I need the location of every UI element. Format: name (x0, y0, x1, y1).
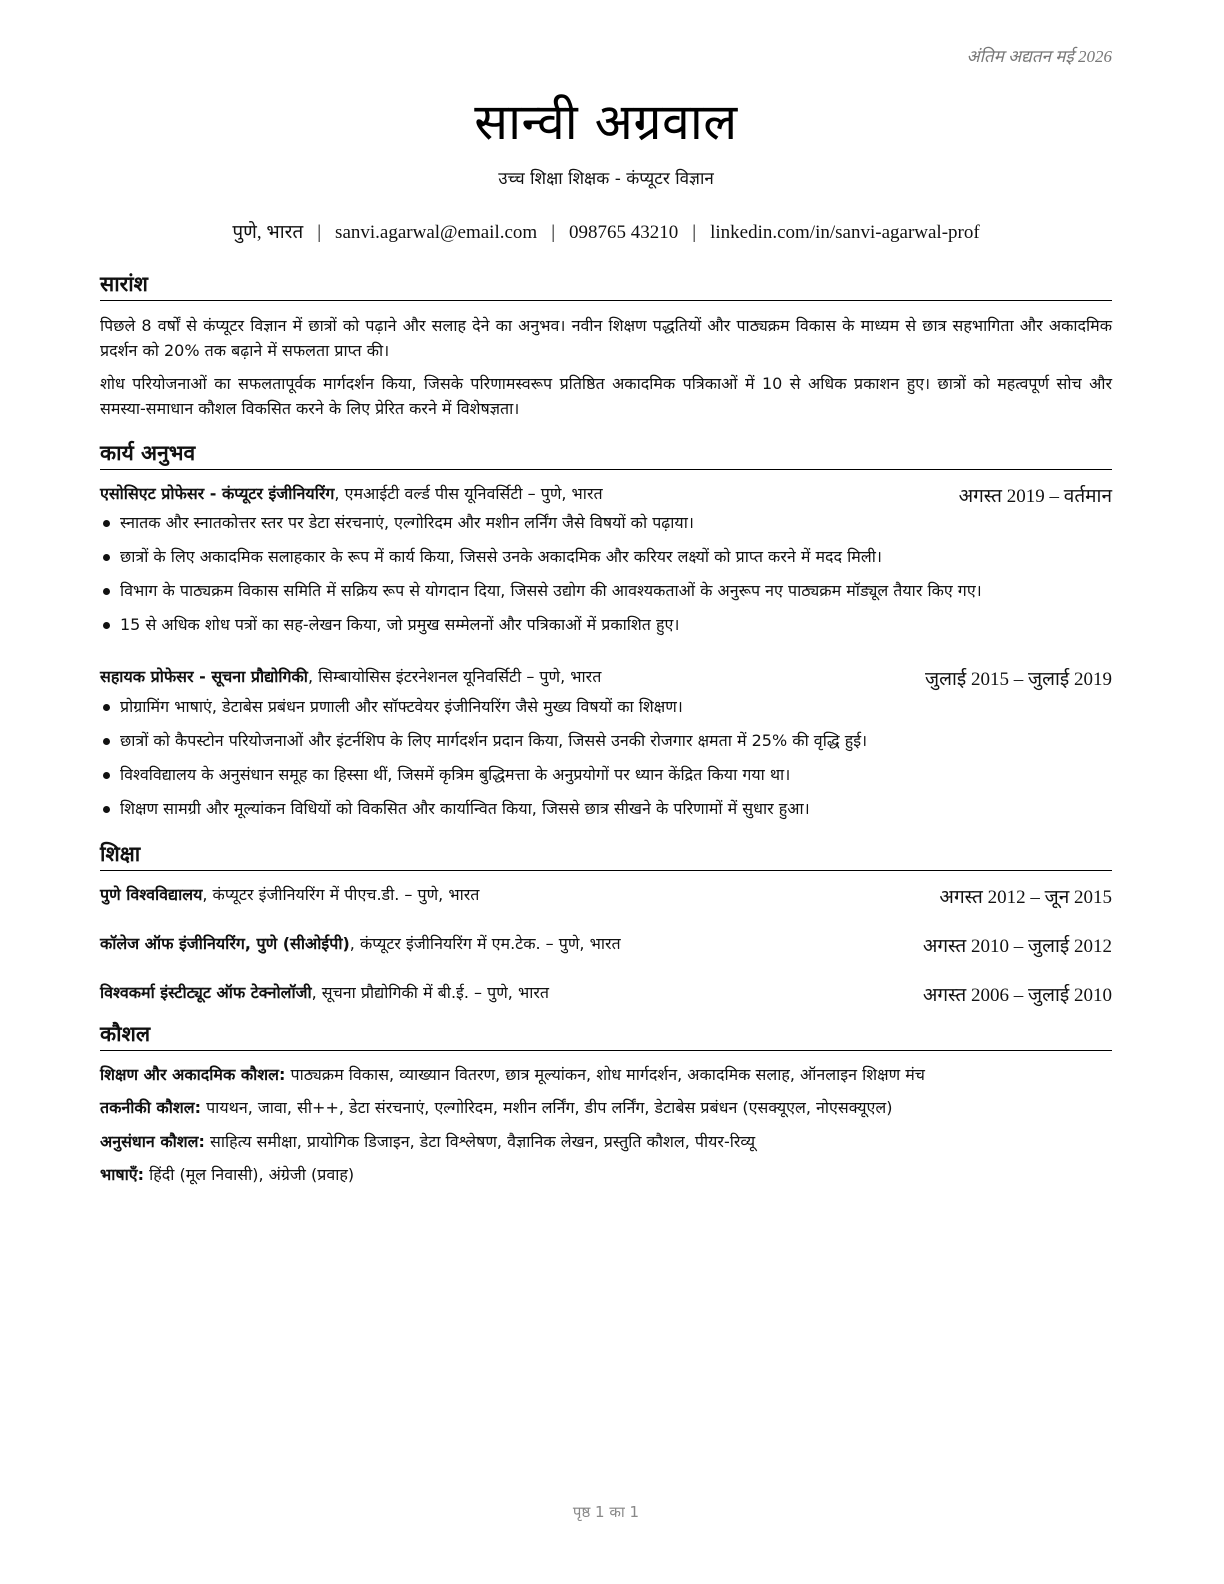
candidate-title: उच्च शिक्षा शिक्षक - कंप्यूटर विज्ञान (498, 169, 714, 189)
education-entry (100, 981, 1112, 1005)
job-org: , सिम्बायोसिस इंटरनेशनल यूनिवर्सिटी – पुणे, भारत (307, 667, 602, 686)
skill-label: भाषाएँ: (100, 1165, 145, 1184)
section-heading-experience: कार्य अनुभव (100, 439, 1112, 470)
contact-separator: | (692, 222, 697, 243)
skill-label: तकनीकी कौशल: (100, 1098, 201, 1117)
education-dates: अगस्त 2006 – जुलाई 2010 (922, 985, 1112, 1006)
skill-line (100, 1130, 1112, 1154)
skill-line (100, 1096, 1112, 1120)
list-item: विभाग के पाठ्यक्रम विकास समिति में सक्रिय रूप से योगदान दिया, जिससे उद्योग की आवश्यकताओं के अनुरूप नए पाठ्यक्रम मॉड्यूल तैयार किए गए। (100, 579, 1112, 613)
list-item: प्रोग्रामिंग भाषाएं, डेटाबेस प्रबंधन प्रणाली और सॉफ्टवेयर इंजीनियरिंग जैसे मुख्य विषयों का शिक्षण। (100, 695, 1112, 729)
resume-page (100, 0, 1112, 1584)
job-bullets (100, 511, 1112, 647)
skill-value: पाठ्यक्रम विकास, व्याख्यान वितरण, छात्र मूल्यांकन, शोध मार्गदर्शन, अकादमिक सलाह, ऑनलाइन शिक्षण मंच (285, 1065, 925, 1084)
candidate-name: सान्वी अग्रवाल (474, 93, 738, 151)
section-heading-summary: सारांश (100, 270, 1112, 301)
last-updated: अंतिम अद्यतन मई 2026 (966, 47, 1112, 66)
education-school: विश्वकर्मा इंस्टीट्यूट ऑफ टेक्नोलॉजी (100, 983, 312, 1002)
skill-label: शिक्षण और अकादमिक कौशल: (100, 1065, 286, 1084)
job-header (100, 482, 1112, 506)
education-school: पुणे विश्वविद्यालय (100, 885, 203, 904)
job-bullets (100, 695, 1112, 831)
list-item: शिक्षण सामग्री और मूल्यांकन विधियों को विकसित और कार्यान्वित किया, जिससे छात्र सीखने के परिणामों में सुधार हुआ। (100, 797, 1112, 831)
education-entry (100, 883, 1112, 907)
contact-phone[interactable]: 098765 43210 (569, 222, 679, 243)
education-entry (100, 932, 1112, 956)
contact-linkedin[interactable]: linkedin.com/in/sanvi-agarwal-prof (710, 222, 980, 243)
skill-label: अनुसंधान कौशल: (100, 1132, 205, 1151)
contact-location: पुणे, भारत (232, 222, 304, 243)
skill-line (100, 1063, 1112, 1087)
skill-value: हिंदी (मूल निवासी), अंग्रेजी (प्रवाह) (144, 1165, 355, 1184)
contact-separator: | (551, 222, 556, 243)
education-dates: अगस्त 2012 – जून 2015 (939, 887, 1112, 908)
section-heading-skills: कौशल (100, 1020, 1112, 1051)
list-item: 15 से अधिक शोध पत्रों का सह-लेखन किया, जो प्रमुख सम्मेलनों और पत्रिकाओं में प्रकाशित हुए। (100, 613, 1112, 647)
section-heading-education: शिक्षा (100, 840, 1112, 871)
job-org: , एमआईटी वर्ल्ड पीस यूनिवर्सिटी – पुणे, भारत (334, 484, 603, 503)
summary-paragraph-1: पिछले 8 वर्षों से कंप्यूटर विज्ञान में छात्रों को पढ़ाने और सलाह देने का अनुभव। नवीन शिक्षण पद्धतियों और पाठ्यक्रम विकास के माध्यम से छात्र सहभागिता और अकादमिक प्रदर्शन को 20% तक बढ़ाने में सफलता प्राप्त की। (100, 316, 1112, 360)
job-header (100, 665, 1112, 689)
education-detail: , कंप्यूटर इंजीनियरिंग में एम.टेक. – पुणे, भारत (349, 934, 621, 953)
page-number: पृष्ठ 1 का 1 (572, 1503, 640, 1521)
education-dates: अगस्त 2010 – जुलाई 2012 (922, 936, 1112, 957)
list-item: विश्वविद्यालय के अनुसंधान समूह का हिस्सा थीं, जिसमें कृत्रिम बुद्धिमत्ता के अनुप्रयोगों पर ध्यान केंद्रित किया गया था। (100, 763, 1112, 797)
list-item: स्नातक और स्नातकोत्तर स्तर पर डेटा संरचनाएं, एल्गोरिदम और मशीन लर्निंग जैसे विषयों को पढ़ाया। (100, 511, 1112, 545)
list-item: छात्रों को कैपस्टोन परियोजनाओं और इंटर्नशिप के लिए मार्गदर्शन प्रदान किया, जिससे उनकी रोजगार क्षमता में 25% की वृद्धि हुई। (100, 729, 1112, 763)
education-school: कॉलेज ऑफ इंजीनियरिंग, पुणे (सीओईपी) (100, 934, 350, 953)
job-dates: जुलाई 2015 – जुलाई 2019 (925, 669, 1112, 690)
job-role: सहायक प्रोफेसर - सूचना प्रौद्योगिकी (100, 667, 308, 686)
contact-separator: | (317, 222, 322, 243)
skill-value: साहित्य समीक्षा, प्रायोगिक डिजाइन, डेटा विश्लेषण, वैज्ञानिक लेखन, प्रस्तुति कौशल, पीयर-रिव्यू (204, 1132, 756, 1151)
contact-line (100, 218, 1112, 244)
list-item: छात्रों के लिए अकादमिक सलाहकार के रूप में कार्य किया, जिससे उनके अकादमिक और करियर लक्ष्यों को प्राप्त करने में मदद मिली। (100, 545, 1112, 579)
education-detail: , सूचना प्रौद्योगिकी में बी.ई. – पुणे, भारत (311, 983, 550, 1002)
job-role: एसोसिएट प्रोफेसर - कंप्यूटर इंजीनियरिंग (100, 484, 335, 503)
education-detail: , कंप्यूटर इंजीनियरिंग में पीएच.डी. – पुणे, भारत (202, 885, 480, 904)
contact-email[interactable]: sanvi.agarwal@email.com (335, 222, 538, 243)
skill-line (100, 1163, 1112, 1187)
summary-paragraph-2: शोध परियोजनाओं का सफलतापूर्वक मार्गदर्शन किया, जिसके परिणामस्वरूप प्रतिष्ठित अकादमिक पत्रिकाओं में 10 से अधिक प्रकाशन हुए। छात्रों को महत्वपूर्ण सोच और समस्या-समाधान कौशल विकसित करने के लिए प्रेरित करने में विशेषज्ञता। (100, 374, 1112, 418)
skill-value: पायथन, जावा, सी++, डेटा संरचनाएं, एल्गोरिदम, मशीन लर्निंग, डीप लर्निंग, डेटाबेस प्रबंधन (एसक्यूएल, नोएसक्यूएल) (201, 1098, 893, 1117)
job-dates: अगस्त 2019 – वर्तमान (958, 486, 1112, 507)
